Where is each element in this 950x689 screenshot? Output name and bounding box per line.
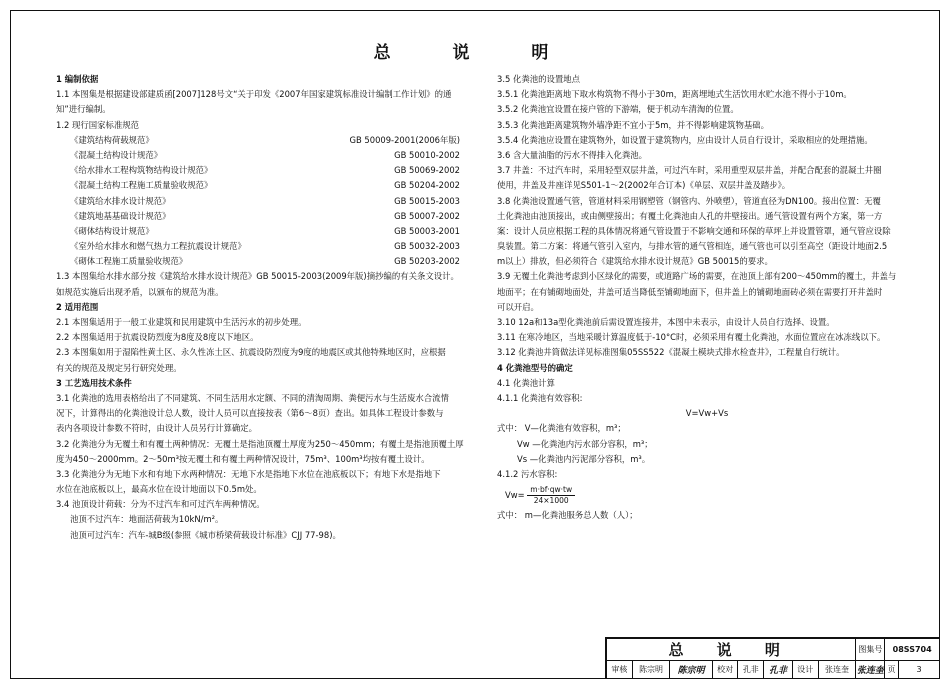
text-line: m以上）排放，但必须符合《建筑给水排水设计规范》GB 50015的要求。 [497, 256, 773, 267]
review-label: 审核 [607, 661, 633, 679]
reviewer-name: 陈宗明 [632, 661, 670, 679]
text-line: 3.12 化粪池井筒做法详见标准图集05SS522《混凝土模块式排水检查井》，工程量自行统计。 [497, 347, 845, 358]
standard-code: GB 50032-2003 [394, 241, 460, 252]
text-line: 3.5.4 化粪池应设置在建筑物外，如设置于建筑物内，应由设计人员自行设计，采取相应的处理措施。 [497, 134, 873, 145]
text-line: 2.3 本图集如用于湿陷性黄土区、永久性冻土区、抗震设防烈度为9度的地震区或其他特殊地区时，应根据 [56, 347, 446, 358]
text-line: 可以开启。 [497, 301, 539, 312]
text-line: 3.5 化粪池的设置地点 [497, 74, 580, 84]
text-line: 1.1 本图集是根据建设部建质函[2007]128号文“关于印发《2007年国家建筑标准设计编制工作计划》的通 [56, 89, 452, 100]
text-line: 案：设计人员应根据工程的具体情况将通气管设置于不影响交通和环保的草坪上并设置管罩，通气管应设除 [497, 225, 891, 236]
standard-name: 《混凝土结构设计规范》 [70, 149, 163, 160]
text-line: 水位在池底板以上，最高水位在设计地面以下0.5m处。 [56, 484, 262, 495]
checker-signature: 孔非 [764, 661, 793, 679]
section-heading: 3 工艺选用技术条件 [56, 377, 132, 388]
text-line: 3.6 含大量油脂的污水不得排入化粪池。 [497, 149, 647, 160]
text-line: 池顶可过汽车：汽车-城B级(参照《城市桥梁荷载设计标准》CJJ 77-98)。 [70, 529, 341, 540]
section-heading: 2 适用范围 [56, 301, 99, 312]
text-line: 式中： V—化粪池有效容积，m³； [497, 423, 626, 434]
text-line: 3.1 化粪池的选用表格给出了不同建筑、不同生活用水定额、不同的清淘周期、粪便污水与生活废水合流情 [56, 392, 449, 403]
left-column [56, 72, 466, 543]
standard-row [56, 133, 466, 148]
designer-signature: 张连奎 [856, 661, 885, 679]
standard-name: 《砌体结构设计规范》 [70, 225, 154, 236]
standard-row [56, 194, 466, 209]
text-line: 表内各项设计参数不符时，由设计人员另行计算确定。 [56, 423, 257, 434]
text-line: 1.3 本图集给水排水部分按《建筑给水排水设计规范》GB 50015-2003(2009年版)摘抄编的有关条文设计。 [56, 271, 459, 282]
standard-row [56, 239, 466, 254]
text-line: 3.5.2 化粪池宜设置在接户管的下游端，便于机动车清淘的位置。 [497, 104, 739, 115]
text-line: 1.2 现行国家标准规范 [56, 119, 139, 130]
check-label: 校对 [712, 661, 738, 679]
formula-denominator: 24×1000 [533, 496, 569, 506]
formula-wastewater [497, 482, 917, 508]
standard-name: 《砌体工程施工质量验收规范》 [70, 256, 188, 267]
text-line: 度为450～2000mm。2～50m³按无覆土和有覆土两种情况设计，75m³、100m³均按有覆土设计。 [56, 453, 430, 464]
text-line: 2.2 本图集适用于抗震设防烈度为8度及8度以下地区。 [56, 332, 259, 343]
text-line: 4.1.2 污水容积: [497, 468, 558, 479]
design-label: 设计 [792, 661, 818, 679]
standard-row [56, 148, 466, 163]
text-line: 使用，井盖及井座详见S501-1～2(2002年合订本)《单层、双层井盖及踏步》。 [497, 180, 791, 191]
standard-name: 《混凝土结构工程施工质量验收规范》 [70, 180, 213, 191]
text-line: 3.8 化粪池设置通气管，管道材料采用钢塑管（钢管内、外喷塑），管道直径为DN100。接出位置：无覆 [497, 195, 881, 206]
title-block [605, 637, 940, 679]
text-line: Vs —化粪池内污泥部分容积，m³。 [517, 453, 651, 464]
standard-code: GB 50204-2002 [394, 180, 460, 191]
text-line: 如规范实施后出现矛盾，以颁布的规范为准。 [56, 286, 224, 297]
standard-name: 《给水排水工程构筑物结构设计规范》 [70, 165, 213, 176]
text-line: 臭装置。第二方案：将通气管引入室内，与排水管的通气管相连，通气管也可以引至高空（距设计地面2.5 [497, 241, 888, 252]
standard-code: GB 50009-2001(2006年版) [349, 134, 460, 145]
right-column-lines [497, 72, 917, 482]
page-label: 页 [885, 661, 899, 679]
text-line: 3.4 池顶设计荷载：分为不过汽车和可过汽车两种情况。 [56, 499, 265, 510]
text-line: 有关的规范及规定另行研究处理。 [56, 362, 182, 373]
checker-name: 孔非 [738, 661, 764, 679]
atlas-label: 图集号 [856, 639, 885, 661]
page-title: 总 说 明 [373, 43, 577, 63]
standard-row [56, 224, 466, 239]
atlas-number: 08SS704 [885, 639, 940, 661]
standard-code: GB 50015-2003 [394, 195, 460, 206]
formula-note: 式中： m—化粪池服务总人数（人）； [497, 510, 638, 521]
text-line: 知”进行编制。 [56, 104, 111, 115]
text-line: 2.1 本图集适用于一般工业建筑和民用建筑中生活污水的初步处理。 [56, 317, 307, 327]
standard-name: 《建筑结构荷载规范》 [70, 134, 154, 145]
formula-numerator: m·bf·qw·tw [527, 485, 575, 496]
standard-row [56, 163, 466, 178]
text-line: V=Vw+Vs [685, 408, 729, 419]
text-line: 地面平；在有铺砌地面处，井盖可适当降低至铺砌地面下，但井盖上的铺砌地面砖必须在需要打开井盖时 [497, 286, 883, 297]
text-line: 土化粪池由池顶接出，或由侧壁接出；有覆土化粪池由人孔的井壁接出。通气管设置有两个方案，第一方 [497, 210, 883, 221]
section-heading: 1 编制依据 [56, 74, 99, 84]
title-block-title: 总 说 明 [607, 639, 856, 661]
standard-code: GB 50010-2002 [394, 149, 460, 160]
text-line: 3.7 井盖：不过汽车时，采用轻型双层井盖，可过汽车时，采用重型双层井盖，并配合配套的混凝土井圈 [497, 165, 882, 176]
standard-code: GB 50069-2002 [394, 165, 460, 176]
right-column [497, 72, 917, 523]
standard-row [56, 209, 466, 224]
text-line: 3.11 在寒冷地区，当地采暖计算温度低于-10°C时，必须采用有覆土化粪池，水面位置应在冰冻线以下。 [497, 332, 886, 343]
text-line: 3.2 化粪池分为无覆土和有覆土两种情况：无覆土是指池顶覆土厚度为250～450mm；有覆土是指池顶覆土厚 [56, 438, 464, 449]
standard-code: GB 50007-2002 [394, 210, 460, 221]
page-number: 3 [899, 661, 940, 679]
standard-code: GB 50203-2002 [394, 256, 460, 267]
text-line: 池顶不过汽车：地面活荷载为10kN/m²。 [70, 514, 224, 525]
text-line: 3.10 12a和13a型化粪池前后需设置连接井，本图中未表示，由设计人员自行选择、设置。 [497, 317, 835, 327]
section-heading: 4 化粪池型号的确定 [497, 362, 573, 373]
text-line: 况下，计算得出的化粪池设计总人数，设计人员可以直接按表（第6～8页）查出。如具体工程设计参数与 [56, 408, 444, 419]
text-line: 3.5.3 化粪池距离建筑物外墙净距不宜小于5m，并不得影响建筑物基础。 [497, 119, 769, 130]
standard-name: 《建筑给水排水设计规范》 [70, 195, 171, 206]
text-line: 4.1 化粪池计算 [497, 377, 555, 388]
standard-row [56, 254, 466, 269]
formula-lhs: Vw= [505, 490, 525, 501]
text-line: 3.5.1 化粪池距离地下取水构筑物不得小于30m，距离埋地式生活饮用水贮水池不得小于10m。 [497, 89, 852, 100]
standard-name: 《室外给水排水和燃气热力工程抗震设计规范》 [70, 241, 246, 252]
standard-row [56, 178, 466, 193]
standard-code: GB 50003-2001 [394, 225, 460, 236]
text-line: 4.1.1 化粪池有效容积: [497, 392, 583, 403]
text-line: 3.9 无覆土化粪池考虑到小区绿化的需要，或道路广场的需要，在池顶上部有200～450mm的覆土，井盖与 [497, 271, 897, 282]
standard-name: 《建筑地基基础设计规范》 [70, 210, 171, 221]
text-line: 3.3 化粪池分为无地下水和有地下水两种情况：无地下水是指地下水位在池底板以下；有地下水是指地下 [56, 468, 441, 479]
reviewer-signature: 陈宗明 [670, 661, 712, 679]
text-line: Vw —化粪池内污水部分容积，m³； [517, 438, 653, 449]
designer-name: 张连奎 [818, 661, 856, 679]
formula-fraction [527, 485, 575, 506]
